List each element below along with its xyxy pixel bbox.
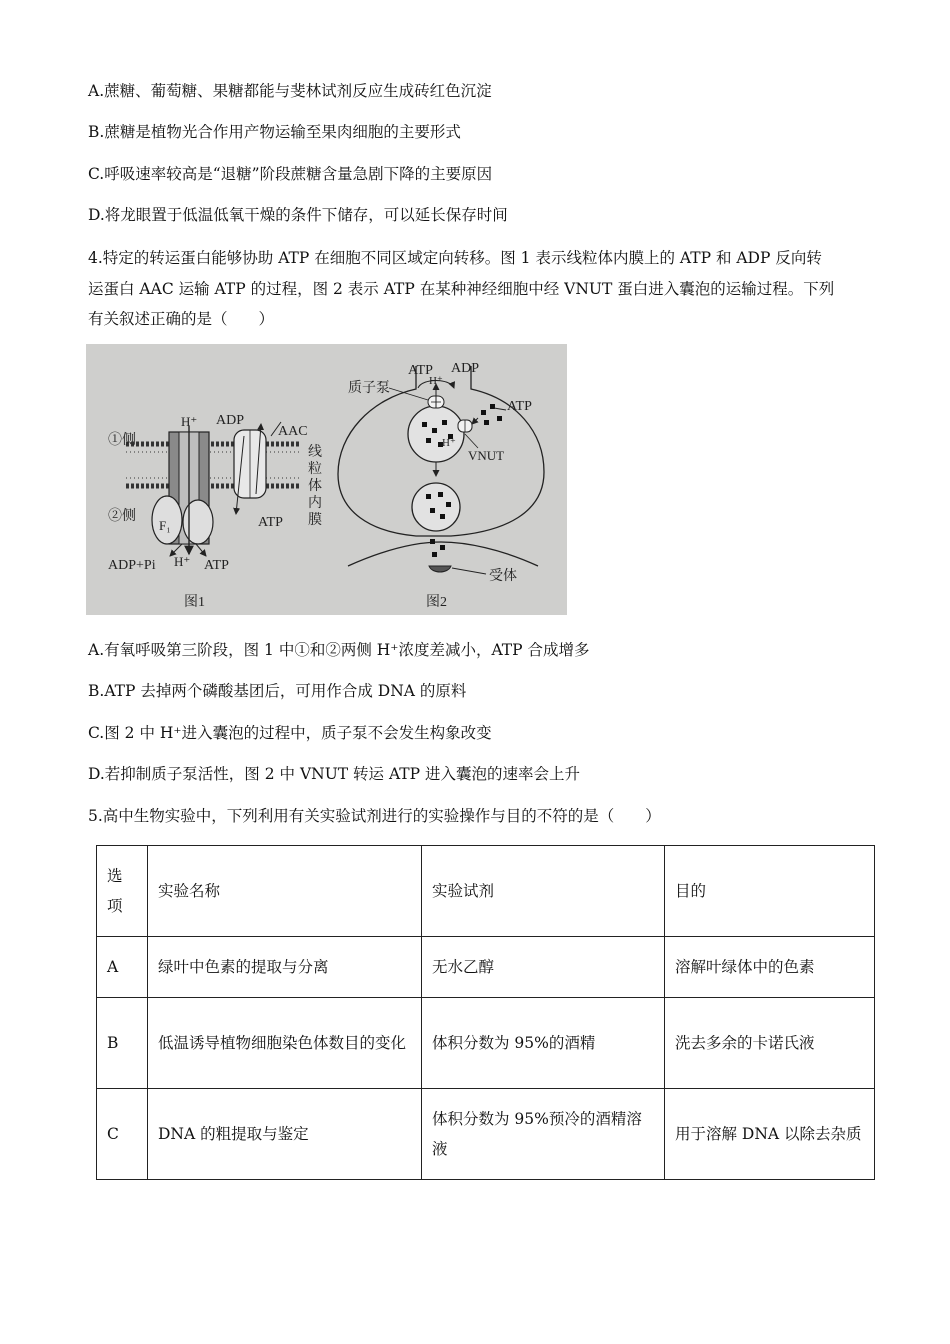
svg-text:膜: 膜 <box>308 513 322 528</box>
svg-text:粒: 粒 <box>308 462 322 477</box>
proton-pump-label: 质子泵 <box>348 381 390 396</box>
row-experiment-cell: 绿叶中色素的提取与分离 <box>148 937 422 998</box>
vesicle-bottom <box>412 483 460 531</box>
row-reagent-cell: 体积分数为 95%的酒精 <box>422 998 665 1089</box>
row-experiment-cell: DNA 的粗提取与鉴定 <box>148 1089 422 1180</box>
q4-stem-line-1: 4.特定的转运蛋白能够协助 ATP 在细胞不同区域定向转移。图 1 表示线粒体内膜上的 ATP 和 ADP 反向转 <box>88 249 822 267</box>
row-experiment-cell: 低温诱导植物细胞染色体数目的变化 <box>148 998 422 1089</box>
adp-label: ADP <box>216 413 245 428</box>
figure-2-caption: 图2 <box>426 595 447 610</box>
figure-2 <box>338 361 544 610</box>
receptor-label: 受体 <box>489 569 517 584</box>
atp-bottom-label: ATP <box>204 558 229 573</box>
membrane-vertical-label <box>308 443 322 528</box>
table-row <box>97 998 875 1089</box>
table-row <box>97 937 875 998</box>
q5-stem: 5.高中生物实验中，下列利用有关实验试剂进行的实验操作与目的不符的是（ ） <box>88 807 661 825</box>
row-purpose-cell: 用于溶解 DNA 以除去杂质 <box>665 1089 875 1180</box>
header-purpose: 目的 <box>665 846 875 937</box>
q3-option-a: A.蔗糖、葡萄糖、果糖都能与斐林试剂反应生成砖红色沉淀 <box>88 82 492 100</box>
row-reagent-cell: 无水乙醇 <box>422 937 665 998</box>
q4-stem-line-3: 有关叙述正确的是（ ） <box>88 310 275 328</box>
vesicle-top <box>408 406 464 462</box>
q4-option-b: B.ATP 去掉两个磷酸基团后，可用作合成 DNA 的原料 <box>88 682 467 700</box>
figure-1-caption: 图1 <box>184 595 205 610</box>
q4-option-a: A.有氧呼吸第三阶段，图 1 中①和②两侧 H⁺浓度差减小，ATP 合成增多 <box>88 641 590 659</box>
side-2-label: ②侧 <box>108 509 136 524</box>
q3-option-b: B.蔗糖是植物光合作用产物运输至果肉细胞的主要形式 <box>88 123 461 141</box>
h-plus-top-label: H⁺ <box>181 414 198 429</box>
svg-text:内: 内 <box>308 496 322 511</box>
header-option: 选项 <box>97 846 148 937</box>
atp-right-label: ATP <box>258 515 283 530</box>
q3-option-c: C.呼吸速率较高是“退糖”阶段蔗糖含量急剧下降的主要原因 <box>88 165 493 183</box>
h-plus-label: H⁺ <box>429 375 443 387</box>
q4-option-d: D.若抑制质子泵活性，图 2 中 VNUT 转运 ATP 进入囊泡的速率会上升 <box>88 765 580 783</box>
row-option-cell: B <box>97 998 148 1089</box>
membrane-bilayer <box>126 444 301 486</box>
q4-option-c: C.图 2 中 H⁺进入囊泡的过程中，质子泵不会发生构象改变 <box>88 724 492 742</box>
table-header-row <box>97 846 875 937</box>
h-plus-bottom-label: H⁺ <box>174 554 191 569</box>
q5-options-table <box>96 845 875 1180</box>
atp-side-label: ATP <box>507 399 532 414</box>
svg-text:体: 体 <box>308 479 322 494</box>
adp-label: ADP <box>451 361 480 376</box>
table-row <box>97 1089 875 1180</box>
atp-label: ATP <box>408 363 433 378</box>
svg-text:线: 线 <box>308 445 322 460</box>
adp-pi-label: ADP+Pi <box>108 558 156 573</box>
q4-stem-line-2: 运蛋白 AAC 运输 ATP 的过程，图 2 表示 ATP 在某种神经细胞中经 VNUT 蛋白进入囊泡的运输过程。下列 <box>88 280 835 298</box>
row-purpose-cell: 溶解叶绿体中的色素 <box>665 937 875 998</box>
q3-option-d: D.将龙眼置于低温低氧干燥的条件下储存，可以延长保存时间 <box>88 206 508 224</box>
figure-1 <box>108 413 322 610</box>
atp-molecules-cytoplasm <box>481 404 502 425</box>
row-reagent-cell: 体积分数为 95%预冷的酒精溶液 <box>422 1089 665 1180</box>
h-plus-inner-label: H⁺ <box>442 437 456 449</box>
row-option-cell: C <box>97 1089 148 1180</box>
row-option-cell: A <box>97 937 148 998</box>
side-1-label: ①侧 <box>108 433 136 448</box>
receptor-shape <box>429 566 451 572</box>
header-experiment-name: 实验名称 <box>148 846 422 937</box>
f1-label: F₁ <box>159 518 171 533</box>
aac-label: AAC <box>278 424 308 439</box>
header-reagent: 实验试剂 <box>422 846 665 937</box>
row-purpose-cell: 洗去多余的卡诺氏液 <box>665 998 875 1089</box>
atp-transport-figure <box>86 344 567 615</box>
aac-transporter <box>234 422 281 514</box>
vnut-label: VNUT <box>468 448 505 463</box>
